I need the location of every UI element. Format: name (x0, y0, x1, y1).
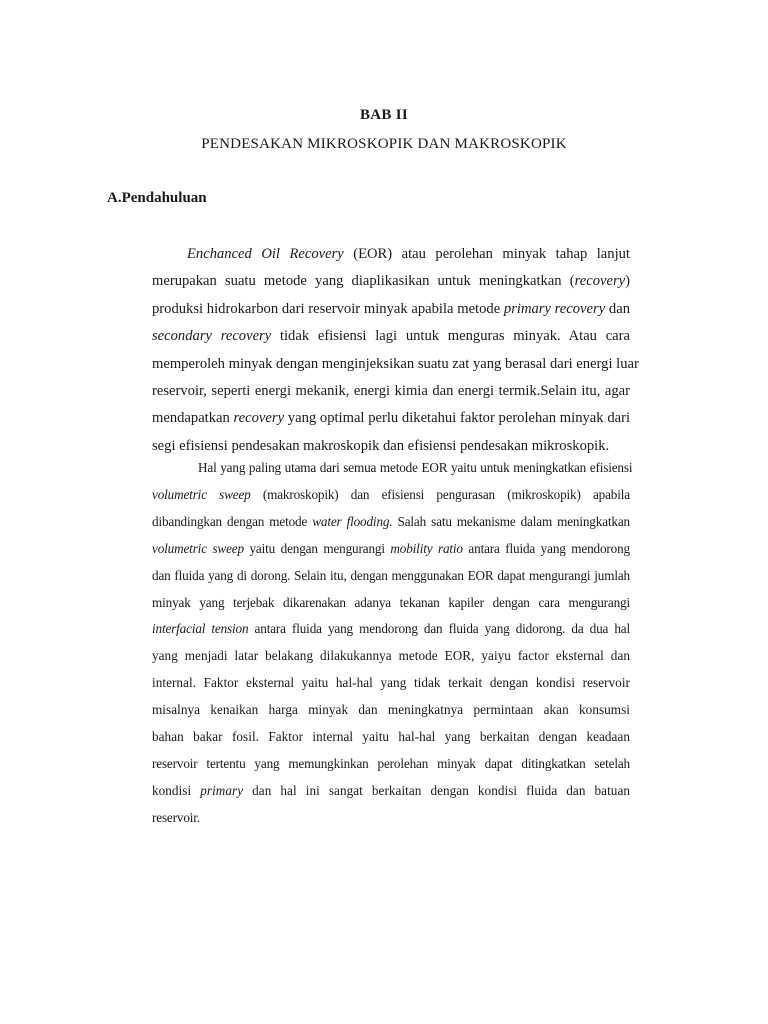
chapter-title: PENDESAKAN MIKROSKOPIK DAN MAKROSKOPIK (201, 136, 567, 152)
italic-term: volumetric sweep (152, 540, 244, 556)
italic-term: interfacial tension (152, 621, 249, 637)
paragraph-line: merupakan suatu metode yang diaplikasikan untuk meningkatkan (recovery) (152, 273, 630, 290)
paragraph-line: minyak yang terjebak dikarenakan adanya tekanan kapiler dengan cara mengurangi (152, 594, 630, 610)
italic-term: mobility ratio (390, 540, 463, 556)
paragraph-line: memperoleh minyak dengan menginjeksikan suatu zat yang berasal dari energi luar (152, 355, 639, 372)
paragraph-line: dibandingkan dengan metode water flooding. Salah satu mekanisme dalam meningkatkan (152, 513, 631, 529)
paragraph-line: secondary recovery tidak efisiensi lagi untuk menguras minyak. Atau cara (152, 328, 630, 345)
paragraph-line: internal. Faktor eksternal yaitu hal-hal yang tidak terkait dengan kondisi reservoir (152, 675, 630, 691)
italic-term: Enchanced Oil Recovery (187, 246, 344, 262)
paragraph-line: yang menjadi latar belakang dilakukannya metode EOR, yaiyu factor eksternal dan (152, 648, 630, 664)
paragraph-2 (152, 455, 633, 832)
italic-term: primary recovery (503, 300, 606, 317)
italic-term: volumetric sweep (152, 486, 251, 502)
italic-term: primary (200, 782, 244, 798)
paragraph-line: reservoir tertentu yang memungkinkan perolehan minyak dapat ditingkatkan setelah (152, 755, 630, 771)
paragraph-line: produksi hidrokarbon dari reservoir minyak apabila metode primary recovery dan (152, 300, 630, 317)
paragraph-line: reservoir, seperti energi mekanik, energi kimia dan energi termik.Selain itu, agar (152, 383, 630, 400)
paragraph-line: bahan bakar fosil. Faktor internal yaitu hal-hal yang berkaitan dengan keadaan (152, 729, 630, 745)
paragraph-line: reservoir. (152, 809, 200, 825)
chapter-label: BAB II (359, 107, 409, 123)
paragraph-line: segi efisiensi pendesakan makroskopik dan efisiensi pendesakan mikroskopik. (152, 437, 610, 454)
italic-term: water flooding. (312, 513, 393, 529)
paragraph-line: kondisi primary dan hal ini sangat berkaitan dengan kondisi fluida dan batuan (152, 782, 630, 798)
paragraph-line: dan fluida yang di dorong. Selain itu, dengan menggunakan EOR dapat mengurangi jumlah (152, 567, 630, 583)
paragraph-line: interfacial tension antara fluida yang mendorong dan fluida yang didorong. da dua hal (152, 621, 631, 637)
italic-term: secondary recovery (152, 328, 272, 345)
paragraph-line: misalnya kenaikan harga minyak dan meningkatnya permintaan akan konsumsi (152, 702, 630, 718)
italic-term: recovery (574, 273, 626, 290)
paragraph-line: volumetric sweep (makroskopik) dan efisiensi pengurasan (mikroskopik) apabila (152, 486, 630, 502)
section-heading: A.Pendahuluan (107, 190, 207, 206)
italic-term: recovery (233, 410, 285, 427)
paragraph-line: Hal yang paling utama dari semua metode EOR yaitu untuk meningkatkan efisiensi (198, 460, 633, 475)
paragraph-1 (152, 241, 639, 460)
paragraph-line: mendapatkan recovery yang optimal perlu diketahui faktor perolehan minyak dari (152, 410, 631, 427)
paragraph-line: volumetric sweep yaitu dengan mengurangi mobility ratio antara fluida yang mendorong (152, 540, 630, 556)
paragraph-line: Enchanced Oil Recovery (EOR) atau perolehan minyak tahap lanjut (187, 246, 630, 262)
